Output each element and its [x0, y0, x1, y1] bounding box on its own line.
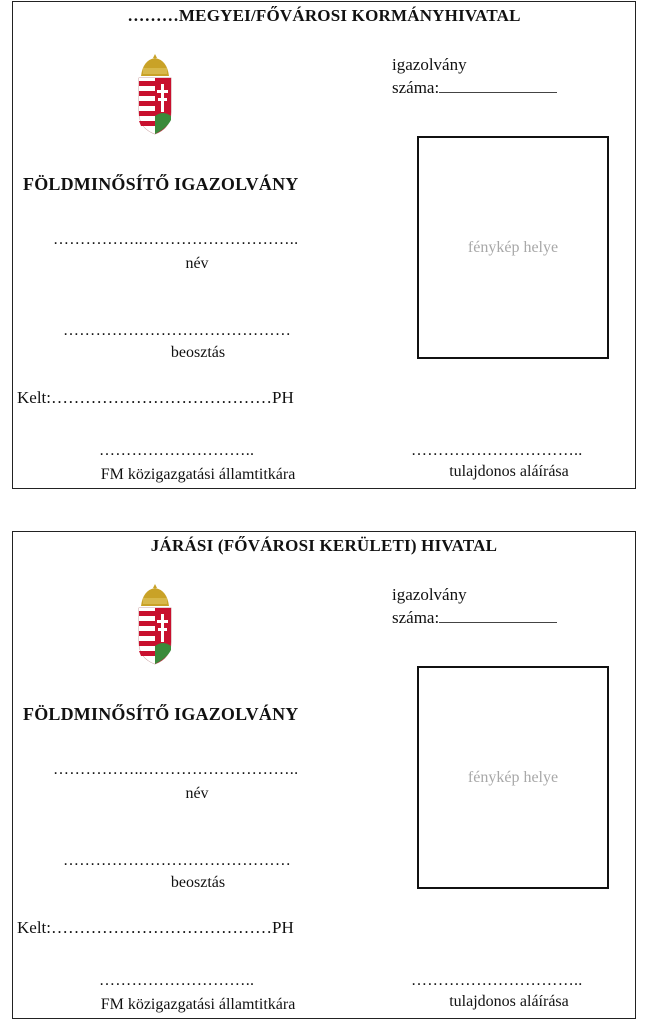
- name-field[interactable]: ……………..………………………..: [53, 761, 299, 778]
- photo-box: [417, 136, 609, 359]
- date-field[interactable]: Kelt:…………………………………PH: [17, 388, 294, 407]
- card-header: ………MEGYEI/FŐVÁROSI KORMÁNYHIVATAL: [127, 6, 521, 25]
- card-header: JÁRÁSI (FŐVÁROSI KERÜLETI) HIVATAL: [150, 536, 498, 555]
- id-card-county: [12, 1, 636, 489]
- photo-box: [417, 666, 609, 889]
- photo-placeholder: fénykép helye: [467, 238, 559, 256]
- holder-signature-caption: tulajdonos aláírása: [449, 993, 569, 1010]
- name-caption: név: [185, 785, 209, 802]
- id-number-label: igazolvány: [392, 55, 467, 74]
- card-title: FÖLDMINŐSÍTŐ IGAZOLVÁNY: [23, 704, 299, 724]
- name-caption: név: [185, 255, 209, 272]
- secretary-signature-caption: FM közigazgatási államtitkára: [100, 466, 296, 483]
- card-title: FÖLDMINŐSÍTŐ IGAZOLVÁNY: [23, 174, 299, 194]
- id-number-block: [392, 53, 557, 99]
- date-field[interactable]: Kelt:…………………………………PH: [17, 918, 294, 937]
- id-number-sublabel: száma:: [392, 78, 440, 97]
- id-number-sublabel: száma:: [392, 608, 440, 627]
- secretary-signature-field[interactable]: ………………………..: [99, 442, 255, 459]
- secretary-signature-caption: FM közigazgatási államtitkára: [100, 996, 296, 1013]
- holder-signature-field[interactable]: …………………………..: [411, 972, 583, 989]
- position-field[interactable]: ……………………………………: [63, 322, 292, 339]
- coat-of-arms-icon: [131, 54, 179, 136]
- position-caption: beosztás: [170, 344, 226, 361]
- name-field[interactable]: ……………..………………………..: [53, 231, 299, 248]
- id-number-blank[interactable]: [439, 608, 557, 623]
- coat-of-arms-icon: [131, 584, 179, 666]
- position-caption: beosztás: [170, 874, 226, 891]
- position-field[interactable]: ……………………………………: [63, 852, 292, 869]
- secretary-signature-field[interactable]: ………………………..: [99, 972, 255, 989]
- id-number-blank[interactable]: [439, 78, 557, 93]
- id-number-label: igazolvány: [392, 585, 467, 604]
- holder-signature-caption: tulajdonos aláírása: [449, 463, 569, 480]
- id-number-block: [392, 583, 557, 629]
- id-card-district: [12, 531, 636, 1019]
- photo-placeholder: fénykép helye: [467, 768, 559, 786]
- holder-signature-field[interactable]: …………………………..: [411, 442, 583, 459]
